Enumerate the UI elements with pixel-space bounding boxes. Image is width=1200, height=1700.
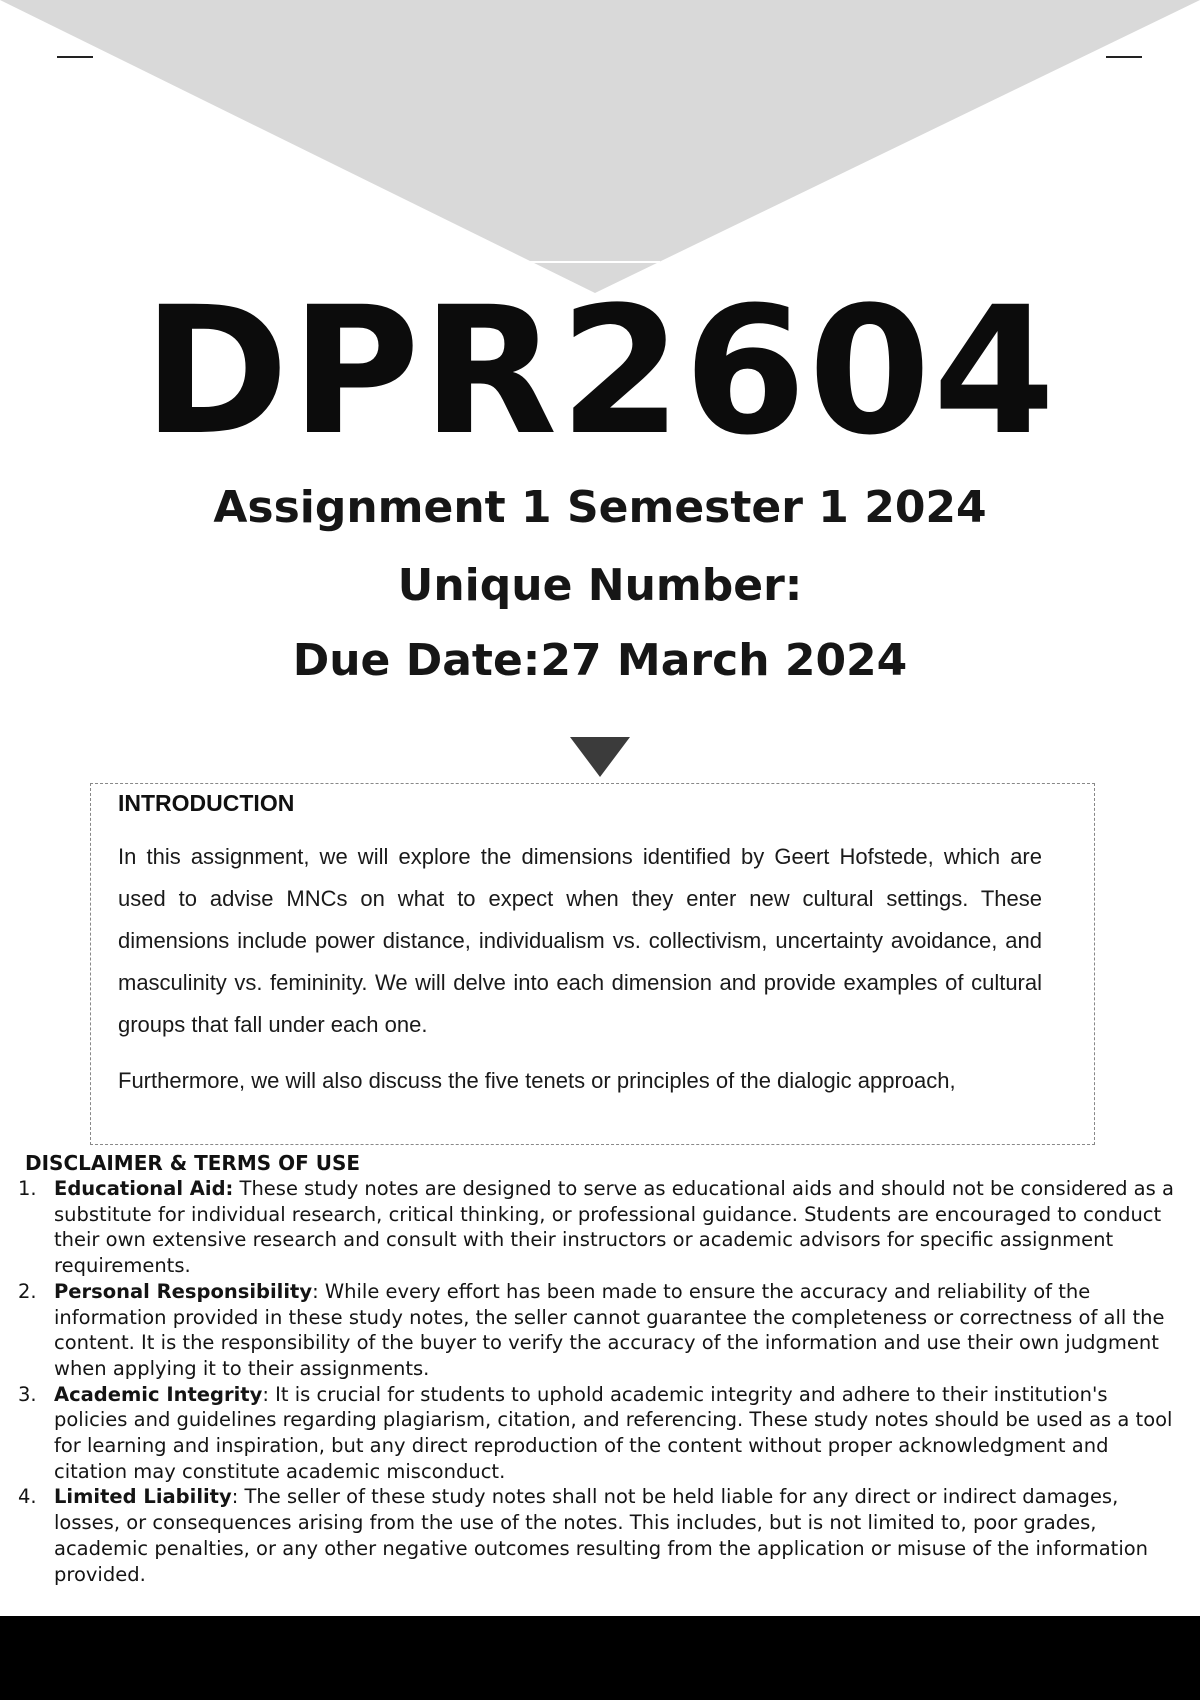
disclaimer-item <box>10 1484 1185 1587</box>
introduction-paragraph: In this assignment, we will explore the dimensions identified by Geert Hofstede, which are used to advise MNCs on what to expect when they enter new cultural settings. These dimensions include power distance, individualism vs. collectivism, uncertainty avoidance, and masculinity vs. femininity. We will delve into each dimension and provide examples of cultural groups that fall under each one. <box>118 844 1042 1037</box>
due-date-label: Due Date:27 March 2024 <box>292 635 908 686</box>
disclaimer-list <box>10 1176 1185 1587</box>
item-number: 3. <box>18 1382 37 1406</box>
disclaimer-item <box>10 1382 1185 1485</box>
disclaimer-heading: DISCLAIMER & TERMS OF USE <box>25 1151 361 1175</box>
corner-line-right <box>1106 56 1142 58</box>
item-number: 4. <box>18 1485 37 1509</box>
item-title: Academic Integrity <box>54 1382 263 1406</box>
item-text: : While every effort has been made to ensure the accuracy and reliability of the information provided in these study notes, the seller cannot guarantee the completeness or correctness of all the content. It is the responsibility of the buyer to verify the accuracy of the information and use their own judgment when applying it to their assignments. <box>54 1279 1165 1380</box>
item-number: 1. <box>18 1177 37 1200</box>
disclaimer-item <box>10 1176 1185 1279</box>
introduction-preview-box <box>90 783 1095 1145</box>
item-title: Limited Liability <box>54 1485 232 1509</box>
disclaimer-item <box>10 1279 1185 1382</box>
item-title: Personal Responsibility <box>54 1279 313 1303</box>
unique-number-label: Unique Number: <box>397 560 803 611</box>
item-text: : It is crucial for students to uphold academic integrity and adhere to their institution's policies and guidelines regarding plagiarism, citation, and referencing. These study notes should be used as a tool for learning and inspiration, but any direct reproduction of the content without proper acknowledgment and citation may constitute academic misconduct. <box>54 1382 1173 1483</box>
item-text: These study notes are designed to serve as educational aids and should not be considered as a substitute for individual research, critical thinking, or professional guidance. Students are encouraged to conduct their own extensive research and consult with their instructors or academic advisors for specific assignment requirements. <box>54 1177 1174 1278</box>
header-chevron-graphic <box>0 0 1200 300</box>
footer-bar <box>0 1616 1200 1700</box>
introduction-heading: INTRODUCTION <box>118 790 295 816</box>
item-title: Educational Aid: <box>54 1177 234 1200</box>
course-code-title: DPR2604 <box>142 269 1058 474</box>
assignment-subtitle: Assignment 1 Semester 1 2024 <box>213 482 987 533</box>
item-text: : The seller of these study notes shall not be held liable for any direct or indirect damages, losses, or consequences arising from the use of the notes. This includes, but is not limited to, poor grades, academic penalties, or any other negative outcomes resulting from the application or misuse of the information provided. <box>54 1485 1149 1586</box>
introduction-paragraph: Furthermore, we will also discuss the five tenets or principles of the dialogic approach, <box>118 1068 956 1093</box>
corner-line-left <box>57 56 93 58</box>
down-triangle-icon <box>570 737 630 777</box>
item-number: 2. <box>18 1279 37 1303</box>
